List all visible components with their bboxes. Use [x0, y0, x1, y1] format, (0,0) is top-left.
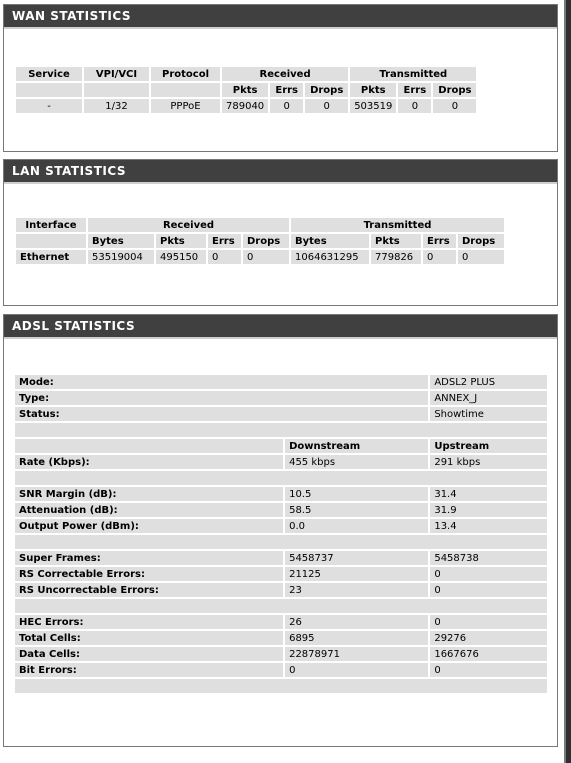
output-power-label: Output Power (dBm): — [15, 519, 283, 533]
tx-drops-header: Drops — [433, 83, 476, 97]
downstream-header: Downstream — [285, 439, 428, 453]
table-row — [16, 250, 504, 264]
table-subheader-row — [16, 234, 504, 248]
adsl-status-row — [15, 407, 547, 421]
adsl-superframes-row — [15, 551, 547, 565]
output-power-up: 13.4 — [430, 519, 547, 533]
adsl-statistics-title: ADSL STATISTICS — [4, 315, 557, 339]
rx-drops-cell: 0 — [305, 99, 348, 113]
transmitted-header: Transmitted — [350, 67, 476, 81]
rs-correctable-up: 0 — [430, 567, 547, 581]
rx-pkts-cell: 495150 — [156, 250, 206, 264]
upstream-header: Upstream — [430, 439, 547, 453]
type-label: Type: — [15, 391, 428, 405]
rx-errs-header: Errs — [208, 234, 241, 248]
received-header: Received — [88, 218, 289, 232]
empty-cell — [15, 535, 547, 549]
tx-pkts-header: Pkts — [371, 234, 421, 248]
bit-errors-up: 0 — [430, 663, 547, 677]
blank-row — [15, 423, 547, 437]
wan-statistics-panel — [3, 4, 558, 152]
interface-cell: Ethernet — [16, 250, 86, 264]
empty-cell — [16, 234, 86, 248]
rx-bytes-cell: 53519004 — [88, 250, 154, 264]
hec-errors-up: 0 — [430, 615, 547, 629]
empty-cell — [15, 679, 547, 693]
vpivci-cell: 1/32 — [84, 99, 149, 113]
vpivci-header: VPI/VCI — [84, 67, 149, 81]
tx-drops-cell: 0 — [458, 250, 504, 264]
adsl-mode-row — [15, 375, 547, 389]
rate-label: Rate (Kbps): — [15, 455, 283, 469]
rx-pkts-header: Pkts — [222, 83, 268, 97]
type-value: ANNEX_J — [430, 391, 547, 405]
tx-errs-header: Errs — [398, 83, 431, 97]
super-frames-up: 5458738 — [430, 551, 547, 565]
total-cells-down: 6895 — [285, 631, 428, 645]
tx-bytes-cell: 1064631295 — [291, 250, 369, 264]
tx-pkts-cell: 503519 — [350, 99, 396, 113]
blank-row — [15, 599, 547, 613]
bit-errors-down: 0 — [285, 663, 428, 677]
adsl-rs-uncorrectable-row — [15, 583, 547, 597]
adsl-type-row — [15, 391, 547, 405]
tx-bytes-header: Bytes — [291, 234, 369, 248]
adsl-rate-row — [15, 455, 547, 469]
lan-statistics-title: LAN STATISTICS — [4, 160, 557, 184]
empty-cell — [15, 439, 283, 453]
mode-value: ADSL2 PLUS — [430, 375, 547, 389]
rs-correctable-label: RS Correctable Errors: — [15, 567, 283, 581]
rx-errs-cell: 0 — [270, 99, 303, 113]
empty-cell — [151, 83, 220, 97]
table-header-row — [16, 67, 476, 81]
tx-errs-cell: 0 — [398, 99, 431, 113]
adsl-total-cells-row — [15, 631, 547, 645]
lan-statistics-table — [14, 216, 506, 266]
rx-drops-header: Drops — [305, 83, 348, 97]
rx-errs-cell: 0 — [208, 250, 241, 264]
rate-down: 455 kbps — [285, 455, 428, 469]
tx-drops-header: Drops — [458, 234, 504, 248]
rs-uncorrectable-label: RS Uncorrectable Errors: — [15, 583, 283, 597]
adsl-statistics-table — [13, 373, 549, 695]
interface-header: Interface — [16, 218, 86, 232]
empty-cell — [15, 599, 547, 613]
empty-cell — [15, 471, 547, 485]
data-cells-up: 1667676 — [430, 647, 547, 661]
service-header: Service — [16, 67, 82, 81]
empty-cell — [16, 83, 82, 97]
snr-up: 31.4 — [430, 487, 547, 501]
snr-label: SNR Margin (dB): — [15, 487, 283, 501]
mode-label: Mode: — [15, 375, 428, 389]
rx-bytes-header: Bytes — [88, 234, 154, 248]
table-subheader-row — [16, 83, 476, 97]
rx-pkts-cell: 789040 — [222, 99, 268, 113]
super-frames-down: 5458737 — [285, 551, 428, 565]
adsl-bit-errors-row — [15, 663, 547, 677]
adsl-snr-row — [15, 487, 547, 501]
tx-errs-cell: 0 — [423, 250, 456, 264]
blank-row — [15, 535, 547, 549]
rx-drops-header: Drops — [243, 234, 289, 248]
status-label: Status: — [15, 407, 428, 421]
tx-pkts-header: Pkts — [350, 83, 396, 97]
rs-correctable-down: 21125 — [285, 567, 428, 581]
data-cells-down: 22878971 — [285, 647, 428, 661]
blank-row — [15, 679, 547, 693]
adsl-attenuation-row — [15, 503, 547, 517]
attenuation-up: 31.9 — [430, 503, 547, 517]
rx-drops-cell: 0 — [243, 250, 289, 264]
total-cells-up: 29276 — [430, 631, 547, 645]
adsl-power-row — [15, 519, 547, 533]
total-cells-label: Total Cells: — [15, 631, 283, 645]
wan-statistics-title: WAN STATISTICS — [4, 5, 557, 29]
rx-pkts-header: Pkts — [156, 234, 206, 248]
adsl-rs-correctable-row — [15, 567, 547, 581]
blank-row — [15, 471, 547, 485]
snr-down: 10.5 — [285, 487, 428, 501]
lan-statistics-panel — [3, 159, 558, 306]
empty-cell — [84, 83, 149, 97]
bit-errors-label: Bit Errors: — [15, 663, 283, 677]
table-header-row — [16, 218, 504, 232]
protocol-header: Protocol — [151, 67, 220, 81]
output-power-down: 0.0 — [285, 519, 428, 533]
adsl-column-header-row — [15, 439, 547, 453]
protocol-cell: PPPoE — [151, 99, 220, 113]
adsl-hec-row — [15, 615, 547, 629]
rate-up: 291 kbps — [430, 455, 547, 469]
rx-errs-header: Errs — [270, 83, 303, 97]
hec-errors-down: 26 — [285, 615, 428, 629]
transmitted-header: Transmitted — [291, 218, 504, 232]
adsl-data-cells-row — [15, 647, 547, 661]
rs-uncorrectable-up: 0 — [430, 583, 547, 597]
rs-uncorrectable-down: 23 — [285, 583, 428, 597]
super-frames-label: Super Frames: — [15, 551, 283, 565]
attenuation-label: Attenuation (dB): — [15, 503, 283, 517]
attenuation-down: 58.5 — [285, 503, 428, 517]
received-header: Received — [222, 67, 348, 81]
service-cell: - — [16, 99, 82, 113]
tx-pkts-cell: 779826 — [371, 250, 421, 264]
tx-errs-header: Errs — [423, 234, 456, 248]
wan-statistics-table — [14, 65, 478, 115]
empty-cell — [15, 423, 547, 437]
right-edge-bar — [564, 0, 571, 763]
adsl-statistics-panel — [3, 314, 558, 747]
tx-drops-cell: 0 — [433, 99, 476, 113]
status-value: Showtime — [430, 407, 547, 421]
hec-errors-label: HEC Errors: — [15, 615, 283, 629]
table-row — [16, 99, 476, 113]
data-cells-label: Data Cells: — [15, 647, 283, 661]
